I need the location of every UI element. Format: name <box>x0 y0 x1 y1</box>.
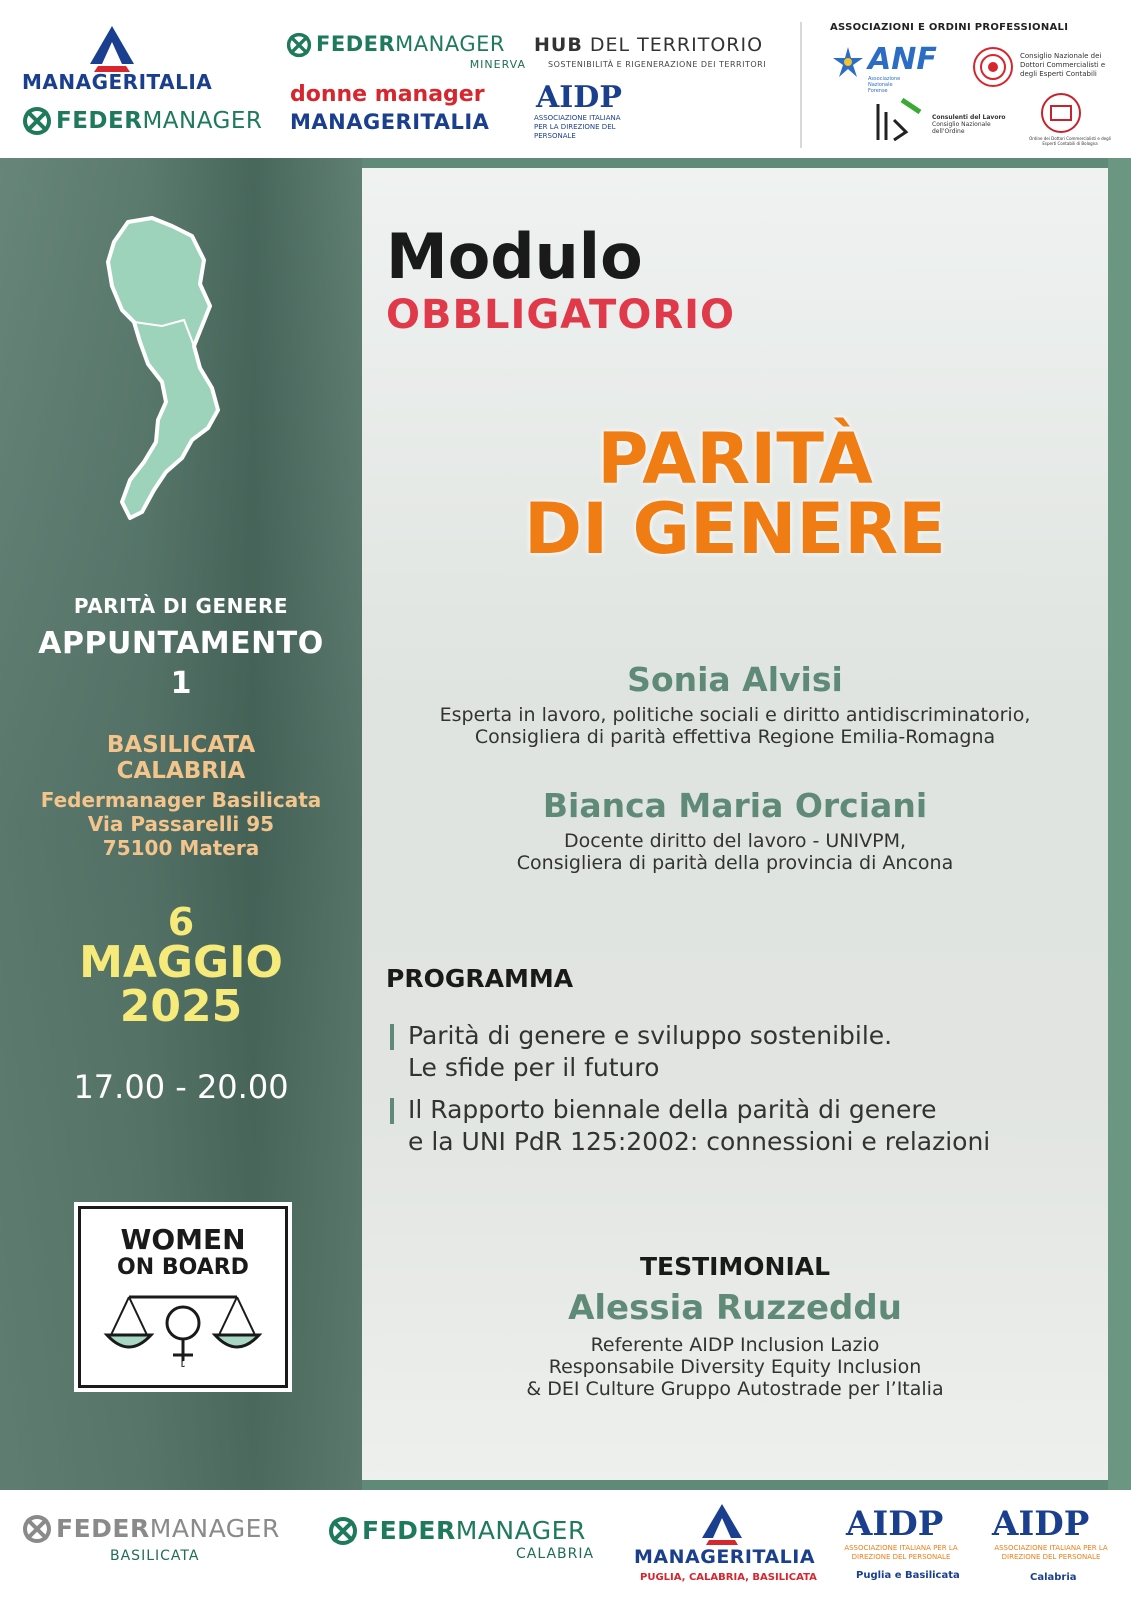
cndcec-logo <box>972 46 1122 90</box>
sidebar-date-day: 6 <box>167 900 195 944</box>
sidebar-topic: PARITÀ DI GENERE <box>73 594 289 618</box>
program-bullet <box>390 1024 394 1050</box>
hub-title-rest: DEL TERRITORIO <box>589 34 764 56</box>
federmanager-minerva-logo <box>286 30 526 74</box>
badge-year: 2025 <box>133 1354 227 1392</box>
federmanager-calabria-subtitle: CALABRIA <box>516 1546 595 1562</box>
manageritalia-footer-wordmark: MANAGERITALIA <box>634 1546 816 1568</box>
aidp-puglia-subtitle: ASSOCIAZIONE ITALIANA PER LA DIREZIONE DEL PERSONALE <box>844 1544 958 1561</box>
odcec-label: Ordine dei Dottori Commercialisti e degli Esperti Contabili di Bologna <box>1029 136 1111 146</box>
federmanager-rest: MANAGER <box>142 108 263 134</box>
minerva-subtitle: MINERVA <box>469 58 526 71</box>
testimonial-role: Responsabile Diversity Equity Inclusion <box>548 1356 922 1378</box>
aidp-calabria-logo <box>990 1504 1120 1594</box>
program-item-line: Le sfide per il futuro <box>408 1053 660 1082</box>
speaker-role: Consigliera di parità della provincia di Ancona <box>516 852 954 874</box>
federmanager-wordmark <box>56 108 262 134</box>
federmanager-bold: FEDER <box>56 108 143 134</box>
aidp-subtitle: ASSOCIAZIONE ITALIANA PER LA DIREZIONE DEL PERSONALE <box>534 114 621 140</box>
sidebar-time: 17.00 - 20.00 <box>73 1068 289 1106</box>
aidp-puglia-region: Puglia e Basilicata <box>856 1570 960 1581</box>
donne-manager-wordmark: donne manager <box>290 82 485 107</box>
main-area <box>0 158 1131 1490</box>
manageritalia-footer-subtitle: PUGLIA, CALABRIA, BASILICATA <box>640 1572 817 1583</box>
federmanager-basilicata-mark-icon <box>22 1514 52 1544</box>
federmanager-basilicata-wordmark <box>56 1514 280 1543</box>
hub-title <box>534 34 763 56</box>
odcec-bologna-logo <box>1020 92 1120 150</box>
sidebar-appointment: APPUNTAMENTO <box>38 626 324 661</box>
cndcec-label: Consiglio Nazionale dei Dottori Commercialisti e degli Esperti Contabili <box>1020 52 1106 78</box>
testimonial-role: & DEI Culture Gruppo Autostrade per l’Italia <box>526 1378 944 1400</box>
speaker-role: Consigliera di parità effettiva Regione Emilia-Romagna <box>474 726 996 748</box>
associations-title: ASSOCIAZIONI E ORDINI PROFESSIONALI <box>830 22 1069 33</box>
aidp-wordmark: AIDP <box>536 80 622 115</box>
testimonial-name: Alessia Ruzzeddu <box>568 1288 902 1328</box>
consulenti-mark-icon <box>872 96 924 148</box>
federmanager-basilicata-subtitle: BASILICATA <box>110 1548 200 1564</box>
sidebar-venue-city: 75100 Matera <box>102 836 260 860</box>
federmanager-calabria-logo <box>328 1514 598 1574</box>
federmanager-basilicata-logo <box>22 1512 292 1572</box>
aidp-puglia-logo <box>840 1504 970 1594</box>
fm-calabria-rest: MANAGER <box>455 1516 586 1545</box>
fm-basilicata-bold: FEDER <box>56 1514 150 1543</box>
basilicata-calabria-map-icon <box>100 214 240 524</box>
sidebar-appointment-number: 1 <box>170 666 192 701</box>
consulenti-subtitle: Consiglio Nazionale dell'Ordine <box>932 121 991 135</box>
program-item-line: Parità di genere e sviluppo sostenibile. <box>408 1021 893 1050</box>
header-divider <box>800 22 802 148</box>
consulenti-label <box>932 114 1012 135</box>
sidebar-date-month: MAGGIO <box>79 937 283 988</box>
aidp-calabria-wordmark: AIDP <box>992 1504 1090 1544</box>
fm-basilicata-rest: MANAGER <box>149 1514 280 1543</box>
donne-manager-logo <box>290 82 490 136</box>
anf-subtitle: Associazione Nazionale Forense <box>868 76 901 94</box>
consulenti-lavoro-logo <box>872 96 1006 146</box>
program-item <box>390 1094 1090 1158</box>
minerva-rest: MANAGER <box>395 32 505 56</box>
event-title-line-2: DI GENERE <box>524 488 946 570</box>
obbligatorio-label: OBBLIGATORIO <box>386 292 736 338</box>
anf-wordmark: ANF <box>868 42 937 77</box>
donne-manageritalia-wordmark: MANAGERITALIA <box>290 110 490 134</box>
manageritalia-footer-logo <box>632 1502 817 1592</box>
fm-calabria-bold: FEDER <box>362 1516 456 1545</box>
sidebar-region-calabria: CALABRIA <box>116 758 246 784</box>
cndcec-emblem-icon <box>972 46 1014 88</box>
aidp-calabria-subtitle: ASSOCIAZIONE ITALIANA PER LA DIREZIONE DEL PERSONALE <box>994 1544 1108 1561</box>
badge-line-on-board: ON BOARD <box>117 1255 249 1280</box>
hub-title-bold: HUB <box>534 34 583 56</box>
speaker-role: Docente diritto del lavoro - UNIVPM, <box>563 830 907 852</box>
manageritalia-mark-icon <box>22 24 202 74</box>
manageritalia-footer-mark-icon <box>632 1502 812 1546</box>
federmanager-calabria-mark-icon <box>328 1516 358 1546</box>
hub-subtitle: SOSTENIBILITÀ E RIGENERAZIONE DEI TERRITORI <box>548 60 767 69</box>
badge-line-women: WOMEN <box>120 1223 246 1256</box>
federmanager-calabria-wordmark <box>362 1516 586 1545</box>
testimonial-role: Referente AIDP Inclusion Lazio <box>590 1334 880 1356</box>
testimonial-title: TESTIMONIAL <box>639 1252 831 1281</box>
consulenti-title: Consulenti del Lavoro <box>932 114 1006 121</box>
program-bullet <box>390 1098 394 1124</box>
sidebar-venue-name: Federmanager Basilicata <box>40 788 322 812</box>
manageritalia-logo <box>22 24 213 94</box>
anf-logo <box>832 42 936 92</box>
federmanager-minerva-wordmark <box>316 32 505 56</box>
federmanager-minerva-mark-icon <box>286 32 312 58</box>
event-title-line-1: PARITÀ <box>597 418 873 500</box>
speaker-name: Sonia Alvisi <box>627 660 843 699</box>
hub-del-territorio-logo <box>534 34 779 74</box>
sidebar-region-basilicata: BASILICATA <box>106 732 256 758</box>
program-item-line: e la UNI PdR 125:2002: connessioni e relazioni <box>408 1127 991 1156</box>
sponsor-header <box>0 0 1131 158</box>
aidp-calabria-region: Calabria <box>1030 1572 1077 1583</box>
odcec-emblem-icon <box>1040 92 1082 134</box>
program-item-line: Il Rapporto biennale della parità di genere <box>408 1095 937 1124</box>
partners-footer <box>0 1490 1131 1600</box>
modulo-label: Modulo <box>386 220 643 293</box>
federmanager-logo <box>22 106 267 138</box>
sidebar-date-year: 2025 <box>119 981 243 1032</box>
background-right-strip <box>1108 158 1131 1490</box>
manageritalia-wordmark: MANAGERITALIA <box>22 70 213 94</box>
minerva-bold: FEDER <box>316 32 396 56</box>
federmanager-mark-icon <box>22 106 52 136</box>
speaker-role: Esperta in lavoro, politiche sociali e diritto antidiscriminatorio, <box>439 704 1031 726</box>
speaker-name: Bianca Maria Orciani <box>542 786 928 825</box>
sidebar-venue-street: Via Passarelli 95 <box>87 812 275 836</box>
aidp-puglia-wordmark: AIDP <box>846 1504 944 1544</box>
program-title: PROGRAMMA <box>386 964 574 993</box>
program-item <box>390 1020 1090 1084</box>
anf-star-icon <box>832 46 864 78</box>
aidp-header-logo <box>534 80 644 140</box>
